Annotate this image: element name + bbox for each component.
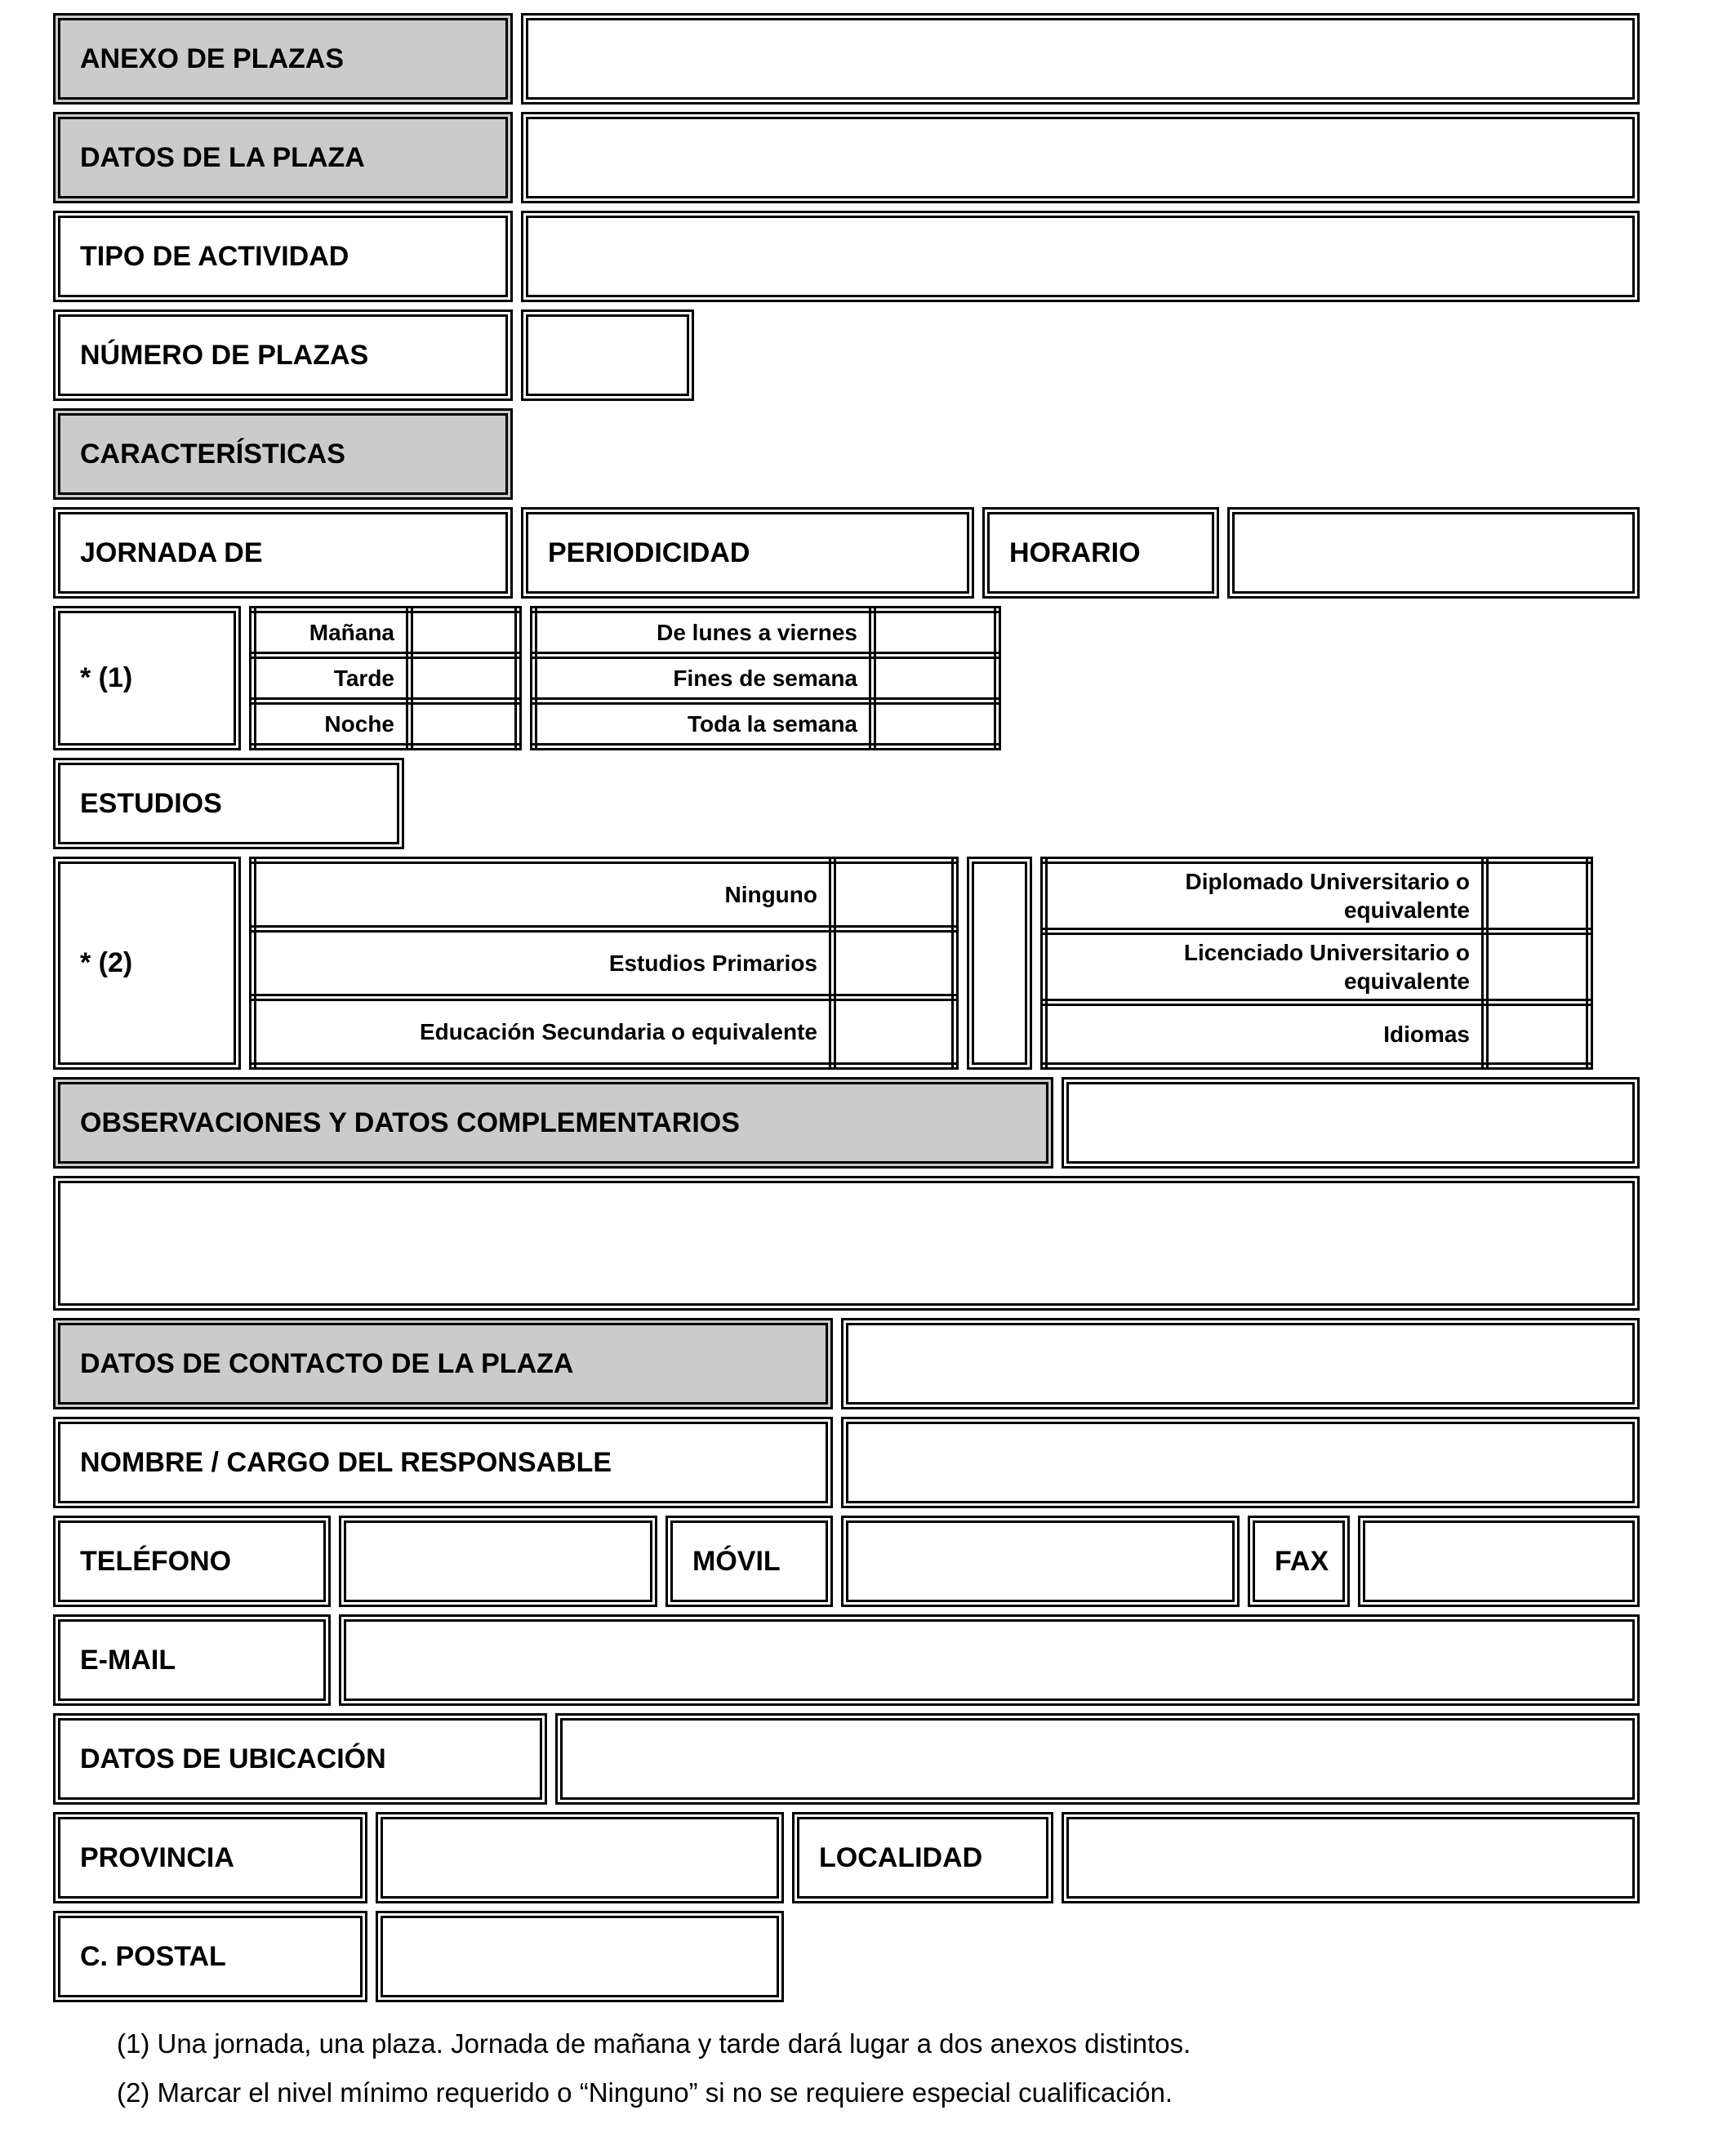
periodicidad-option-row bbox=[534, 656, 998, 701]
jornada-options-table bbox=[249, 606, 522, 750]
datos-ubicacion-input[interactable] bbox=[555, 1713, 1640, 1805]
periodicidad-options-table bbox=[530, 606, 1001, 750]
localidad-input[interactable] bbox=[1062, 1812, 1640, 1903]
estudios-spacer-cell bbox=[967, 857, 1032, 1070]
toda-semana-checkbox[interactable] bbox=[873, 701, 998, 747]
educacion-secundaria-label: Educación Secundaria o equivalente bbox=[253, 998, 833, 1066]
datos-plaza-input[interactable] bbox=[521, 112, 1640, 203]
fax-input[interactable] bbox=[1358, 1516, 1640, 1607]
row-nombre-cargo bbox=[53, 1417, 1640, 1508]
horario-input[interactable] bbox=[1227, 507, 1640, 599]
licenciado-checkbox[interactable] bbox=[1485, 932, 1590, 1003]
estudios-option-row bbox=[253, 861, 955, 929]
fax-label: FAX bbox=[1248, 1516, 1350, 1607]
cpostal-label: C. POSTAL bbox=[53, 1911, 367, 2002]
caracteristicas-header: CARACTERÍSTICAS bbox=[53, 408, 513, 500]
row-observaciones-input bbox=[53, 1176, 1640, 1311]
nombre-cargo-label: NOMBRE / CARGO DEL RESPONSABLE bbox=[53, 1417, 833, 1508]
noche-label: Noche bbox=[253, 701, 410, 747]
tarde-checkbox[interactable] bbox=[410, 656, 519, 701]
anexo-input[interactable] bbox=[521, 13, 1640, 105]
toda-semana-label: Toda la semana bbox=[534, 701, 873, 747]
row-jornada-periodicidad-horario bbox=[53, 507, 1640, 599]
fines-semana-label: Fines de semana bbox=[534, 656, 873, 701]
noche-checkbox[interactable] bbox=[410, 701, 519, 747]
diplomado-label: Diplomado Universitario o equivalente bbox=[1044, 861, 1485, 932]
telefono-input[interactable] bbox=[339, 1516, 657, 1607]
footnote-2: (2) Marcar el nivel mínimo requerido o “Ninguno” si no se requiere especial cualificación. bbox=[117, 2077, 1173, 2108]
row-anexo bbox=[53, 13, 1640, 105]
periodicidad-option-row bbox=[534, 701, 998, 747]
row-datos-plaza bbox=[53, 112, 1640, 203]
jornada-de-label: JORNADA DE bbox=[53, 507, 513, 599]
row-tipo-actividad bbox=[53, 211, 1640, 302]
footnotes bbox=[53, 2028, 1640, 2108]
horario-label: HORARIO bbox=[982, 507, 1219, 599]
observaciones-header: OBSERVACIONES Y DATOS COMPLEMENTARIOS bbox=[53, 1077, 1053, 1169]
row-observaciones-header bbox=[53, 1077, 1640, 1169]
row-telefonos bbox=[53, 1516, 1640, 1607]
tipo-actividad-label: TIPO DE ACTIVIDAD bbox=[53, 211, 513, 302]
row-numero-plazas bbox=[53, 309, 1640, 401]
idiomas-label: Idiomas bbox=[1044, 1003, 1485, 1066]
movil-label: MÓVIL bbox=[665, 1516, 833, 1607]
estudios-right-table bbox=[1040, 857, 1593, 1070]
lunes-viernes-label: De lunes a viernes bbox=[534, 610, 873, 656]
provincia-label: PROVINCIA bbox=[53, 1812, 367, 1903]
observaciones-side-input[interactable] bbox=[1062, 1077, 1640, 1169]
footnote1-ref: * (1) bbox=[53, 606, 241, 750]
email-label: E-MAIL bbox=[53, 1614, 331, 1706]
row-jornada-options bbox=[53, 606, 1640, 750]
tarde-label: Tarde bbox=[253, 656, 410, 701]
row-ubicacion bbox=[53, 1713, 1640, 1805]
localidad-label: LOCALIDAD bbox=[792, 1812, 1053, 1903]
footnote2-ref: * (2) bbox=[53, 857, 241, 1070]
estudios-option-row bbox=[1044, 1003, 1590, 1066]
fines-semana-checkbox[interactable] bbox=[873, 656, 998, 701]
ninguno-label: Ninguno bbox=[253, 861, 833, 929]
datos-contacto-input[interactable] bbox=[841, 1318, 1640, 1409]
estudios-primarios-checkbox[interactable] bbox=[833, 929, 955, 998]
estudios-option-row bbox=[1044, 861, 1590, 932]
row-email bbox=[53, 1614, 1640, 1706]
datos-ubicacion-label: DATOS DE UBICACIÓN bbox=[53, 1713, 547, 1805]
lunes-viernes-checkbox[interactable] bbox=[873, 610, 998, 656]
idiomas-checkbox[interactable] bbox=[1485, 1003, 1590, 1066]
row-caracteristicas bbox=[53, 408, 1640, 500]
manana-label: Mañana bbox=[253, 610, 410, 656]
estudios-option-row bbox=[1044, 932, 1590, 1003]
tipo-actividad-input[interactable] bbox=[521, 211, 1640, 302]
diplomado-checkbox[interactable] bbox=[1485, 861, 1590, 932]
footnote-1: (1) Una jornada, una plaza. Jornada de mañana y tarde dará lugar a dos anexos distintos. bbox=[117, 2028, 1191, 2059]
numero-plazas-label: NÚMERO DE PLAZAS bbox=[53, 309, 513, 401]
ninguno-checkbox[interactable] bbox=[833, 861, 955, 929]
row-estudios-options bbox=[53, 857, 1640, 1070]
row-cpostal bbox=[53, 1911, 1640, 2002]
jornada-option-row bbox=[253, 656, 519, 701]
jornada-option-row bbox=[253, 610, 519, 656]
row-provincia-localidad bbox=[53, 1812, 1640, 1903]
row-datos-contacto bbox=[53, 1318, 1640, 1409]
periodicidad-option-row bbox=[534, 610, 998, 656]
estudios-primarios-label: Estudios Primarios bbox=[253, 929, 833, 998]
estudios-left-table bbox=[249, 857, 959, 1070]
observaciones-input[interactable] bbox=[53, 1176, 1640, 1311]
datos-contacto-header: DATOS DE CONTACTO DE LA PLAZA bbox=[53, 1318, 833, 1409]
manana-checkbox[interactable] bbox=[410, 610, 519, 656]
datos-de-la-plaza-header: DATOS DE LA PLAZA bbox=[53, 112, 513, 203]
educacion-secundaria-checkbox[interactable] bbox=[833, 998, 955, 1066]
nombre-cargo-input[interactable] bbox=[841, 1417, 1640, 1508]
telefono-label: TELÉFONO bbox=[53, 1516, 331, 1607]
movil-input[interactable] bbox=[841, 1516, 1240, 1607]
email-input[interactable] bbox=[339, 1614, 1640, 1706]
estudios-label: ESTUDIOS bbox=[53, 758, 404, 849]
cpostal-input[interactable] bbox=[376, 1911, 784, 2002]
estudios-option-row bbox=[253, 929, 955, 998]
numero-plazas-input[interactable] bbox=[521, 309, 694, 401]
estudios-option-row bbox=[253, 998, 955, 1066]
periodicidad-label: PERIODICIDAD bbox=[521, 507, 974, 599]
licenciado-label: Licenciado Universitario o equivalente bbox=[1044, 932, 1485, 1003]
row-estudios bbox=[53, 758, 1640, 849]
anexo-de-plazas-header: ANEXO DE PLAZAS bbox=[53, 13, 513, 105]
provincia-input[interactable] bbox=[376, 1812, 784, 1903]
jornada-option-row bbox=[253, 701, 519, 747]
